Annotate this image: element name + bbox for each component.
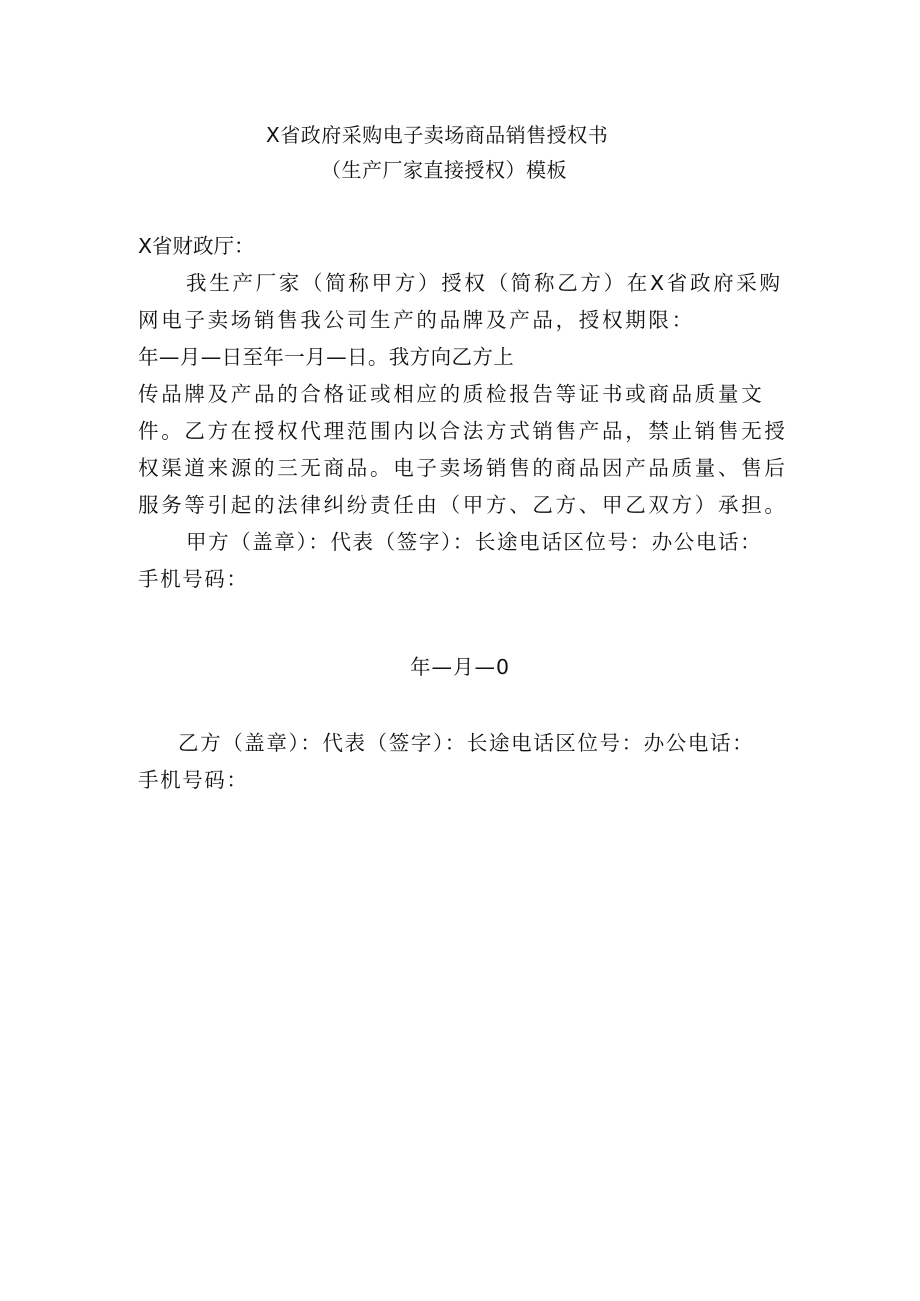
party-a-signature-line: 甲方（盖章）：代表（签字）：长途电话区位号：办公电话： xyxy=(186,530,763,554)
document-title-line-2: （生产厂家直接授权）模板 xyxy=(321,158,567,182)
addressee: X省财政厅： xyxy=(138,234,255,258)
document-title-line-1: X省政府采购电子卖场商品销售授权书 xyxy=(266,123,609,147)
body-line-6: 权渠道来源的三无商品。电子卖场销售的商品因产品质量、售后 xyxy=(138,456,788,480)
party-a-phone-line: 手机号码： xyxy=(138,567,249,591)
body-line-4: 传品牌及产品的合格证或相应的质检报告等证书或商品质量文 xyxy=(138,382,765,406)
date-stamp: 年—月—0 xyxy=(410,655,511,679)
body-line-3: 年—月—日至年一月—日。我方向乙方上 xyxy=(138,345,515,369)
body-line-5: 件。乙方在授权代理范围内以合法方式销售产品，禁止销售无授 xyxy=(138,419,788,443)
body-line-2: 网电子卖场销售我公司生产的品牌及产品，授权期限： xyxy=(138,308,695,332)
body-line-7: 服务等引起的法律纠纷责任由（甲方、乙方、甲乙双方）承担。 xyxy=(138,493,788,517)
body-line-1: 我生产厂家（简称甲方）授权（简称乙方）在X省政府采购 xyxy=(186,271,783,295)
party-b-phone-line: 手机号码： xyxy=(138,768,249,792)
party-b-signature-line: 乙方（盖章）：代表（签字）：长途电话区位号：办公电话： xyxy=(178,731,755,755)
